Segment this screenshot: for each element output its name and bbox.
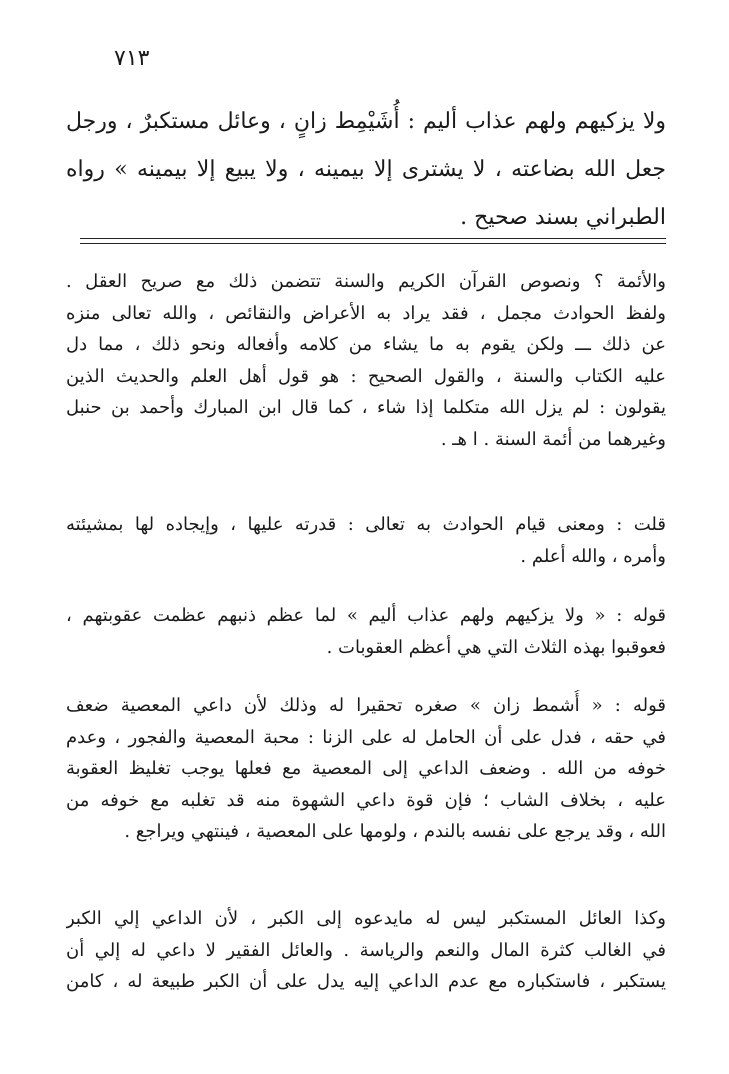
hadith-line: الطبراني بسند صحيح . — [460, 205, 666, 230]
commentary-line: وكذا العائل المستكبر ليس له مايدعوه إلى الكبر ، لأن الداعي إلي الكبر — [66, 908, 666, 929]
commentary-paragraph-3 — [66, 600, 666, 663]
commentary-line: والأئمة ؟ ونصوص القرآن الكريم والسنة تتضمن ذلك مع صريح العقل . — [66, 271, 666, 292]
commentary-line: عن ذلك ـــ ولكن يقوم به ما يشاء من كلامه وأفعاله ونحو ذلك ، مما دل — [66, 334, 666, 355]
section-divider — [80, 238, 666, 244]
commentary-line: خوفه من الله . وضعف الداعي إلى المعصية مع فعلها يوجب تغليظ العقوبة — [66, 758, 666, 779]
commentary-line: في حقه ، فدل على أن الحامل له على الزنا : محبة المعصية والفجور ، وعدم — [66, 726, 666, 748]
commentary-line: قلت : ومعنى قيام الحوادث به تعالى : قدرته عليها ، وإيجاده لها بمشيئته — [66, 514, 666, 535]
commentary-paragraph-5 — [66, 903, 666, 998]
hadith-line: جعل الله بضاعته ، لا يشترى إلا بيمينه ، ولا يبيع إلا بيمينه » رواه — [66, 157, 666, 182]
hadith-text — [66, 98, 666, 242]
commentary-line: عليه الكتاب والسنة ، والقول الصحيح : هو قول أهل العلم والحديث الذين — [66, 365, 666, 387]
commentary-paragraph-1 — [66, 266, 666, 455]
commentary-line: قوله : « ولا يزكيهم ولهم عذاب أليم » لما عظم ذنبهم عظمت عقوبتهم ، — [66, 605, 666, 626]
commentary-line: قوله : « أُشمط زان » صغره تحقيرا له وذلك لأن داعي المعصية ضعف — [66, 695, 666, 716]
commentary-line: يقولون : لم يزل الله متكلما إذا شاء ، كما قال ابن المبارك وأحمد بن حنبل — [66, 397, 666, 418]
commentary-line: فعوقبوا بهذه الثلاث التي هي أعظم العقوبات . — [326, 636, 666, 658]
commentary-line: ولفظ الحوادث مجمل ، فقد يراد به الأعراض والنقائص ، والله تعالى منزه — [66, 302, 666, 324]
hadith-line: ولا يزكيهم ولهم عذاب أليم : أُشَيْمِط زانٍ ، وعائل مستكبرٌ ، ورجل — [66, 109, 666, 134]
commentary-line: يستكبر ، فاستكباره مع عدم الداعي إليه يدل على أن الكبر طبيعة له ، كامن — [66, 971, 666, 992]
page-number: ٧١٣ — [114, 46, 150, 71]
commentary-line: وأمره ، والله أعلم . — [520, 545, 666, 567]
commentary-paragraph-4 — [66, 690, 666, 848]
commentary-line: عليه ، بخلاف الشاب ؛ فإن قوة داعي الشهوة منه قد تغلبه مع خوفه من — [66, 789, 666, 811]
commentary-paragraph-2 — [66, 509, 666, 572]
commentary-line: وغيرهما من أئمة السنة . ا هـ . — [440, 428, 666, 450]
commentary-line: في الغالب كثرة المال والنعم والرياسة . والعائل الفقير لا داعي له إلي أن — [66, 939, 666, 961]
commentary-line: الله ، وقد يرجع على نفسه بالندم ، ولومها على المعصية ، فينتهي ويراجع . — [124, 821, 666, 842]
